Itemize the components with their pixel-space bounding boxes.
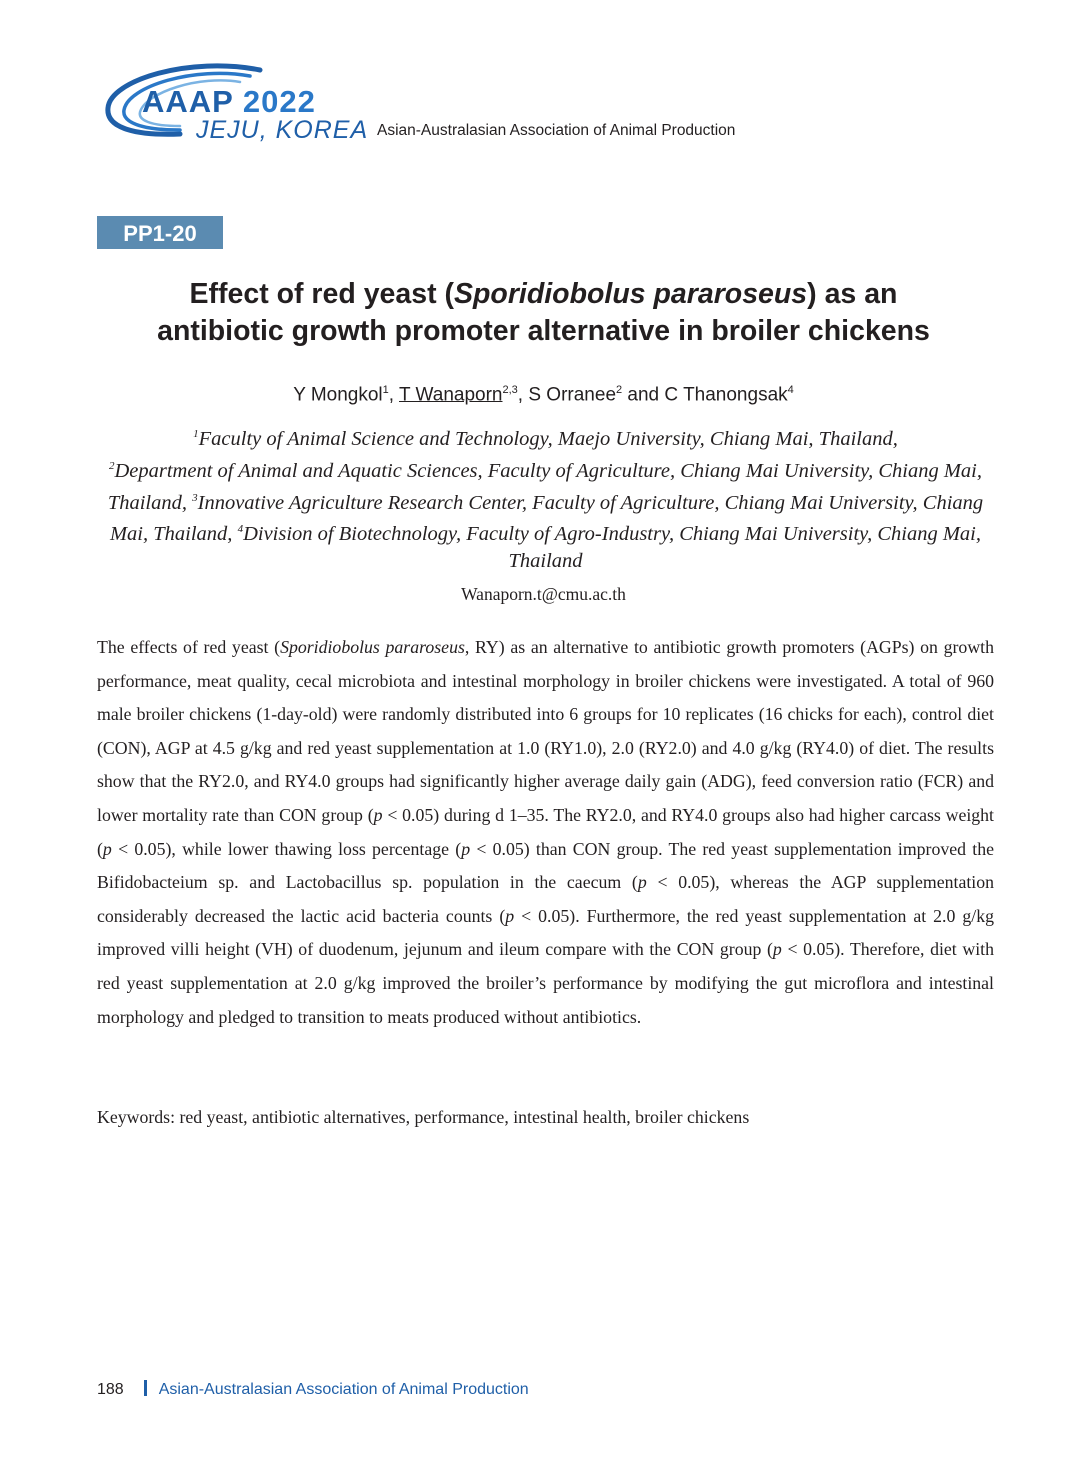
paper-id-badge: PP1-20 [97, 216, 223, 249]
abstract-body: The effects of red yeast (Sporidiobolus pararoseus, RY) as an alternative to antibiotic growth promoters (AGPs) on growth performance, meat quality, cecal microbiota and intestinal morphology in broiler chickens were investigated. A total of 960 male broiler chickens (1-day-old) were randomly distributed into 6 groups for 10 replicates (16 chicks for each), control diet (CON), AGP at 4.5 g/kg and red yeast supplementation at 1.0 (RY1.0), 2.0 (RY2.0) and 4.0 g/kg (RY4.0) of diet. The results show that the RY2.0, and RY4.0 groups had significantly higher average daily gain (ADG), feed conversion ratio (FCR) and lower mortality rate than CON group (p < 0.05) during d 1–35. The RY2.0, and RY4.0 groups also had higher carcass weight (p < 0.05), while lower thawing loss percentage (p < 0.05) than CON group. The red yeast supplementation improved the Bifidobacteium sp. and Lactobacillus sp. population in the caecum (p < 0.05), whereas the AGP supplementation considerably decreased the lactic acid bacteria counts (p < 0.05). Furthermore, the red yeast supplementation at 2.0 g/kg improved villi height (VH) of duodenum, jejunum and ileum compare with the CON group (p < 0.05). Therefore, diet with red yeast supplementation at 2.0 g/kg improved the broiler’s performance by modifying the gut microflora and intestinal morphology and pledged to transition to meats produced without antibiotics. [97, 637, 995, 1027]
paper-title: Effect of red yeast (Sporidiobolus pararoseus) as an antibiotic growth promoter alternative in broiler chickens [157, 278, 930, 347]
header-org-name: Asian-Australasian Association of Animal Production [377, 122, 736, 139]
page-header [100, 60, 800, 150]
keywords: Keywords: red yeast, antibiotic alternatives, performance, intestinal health, broiler chickens [97, 1107, 750, 1127]
author-list: Y Mongkol$^1$, T Wanaporn$^{2,3}$, S Orranee$^2$ and C Thanongsak$^4$ [293, 384, 794, 406]
author-name: C Thanongsak [664, 384, 788, 406]
logo-title: AAAP 2022 [142, 84, 316, 119]
author-name: Y Mongkol [293, 384, 383, 406]
logo-subtitle: JEJU, KOREA [196, 116, 369, 144]
page-footer [97, 1380, 529, 1402]
footer-divider [144, 1380, 147, 1396]
footer-org-name: Asian-Australasian Association of Animal Production [158, 1381, 529, 1398]
corresponding-email: Wanaporn.t@cmu.ac.th [461, 584, 626, 604]
author-name: S Orranee [528, 384, 617, 406]
affiliations: $^1$Faculty of Animal Science and Technology, Maejo University, Chiang Mai, Thailand, $^2$Department of Animal and Aquatic Sciences, Faculty of Agriculture, Chiang Mai University, Chiang Mai, Thailand, $^3$Innovative Agriculture Research Center, Faculty of Agriculture, Chiang Mai University, Chiang Mai, Thailand, $^4$Division of Biotechnology, Faculty of Agro-Industry, Chiang Mai University, Chiang Mai, Thailand [107, 427, 984, 573]
page-number: 188 [97, 1381, 124, 1398]
author-name: T Wanaporn [399, 384, 503, 406]
